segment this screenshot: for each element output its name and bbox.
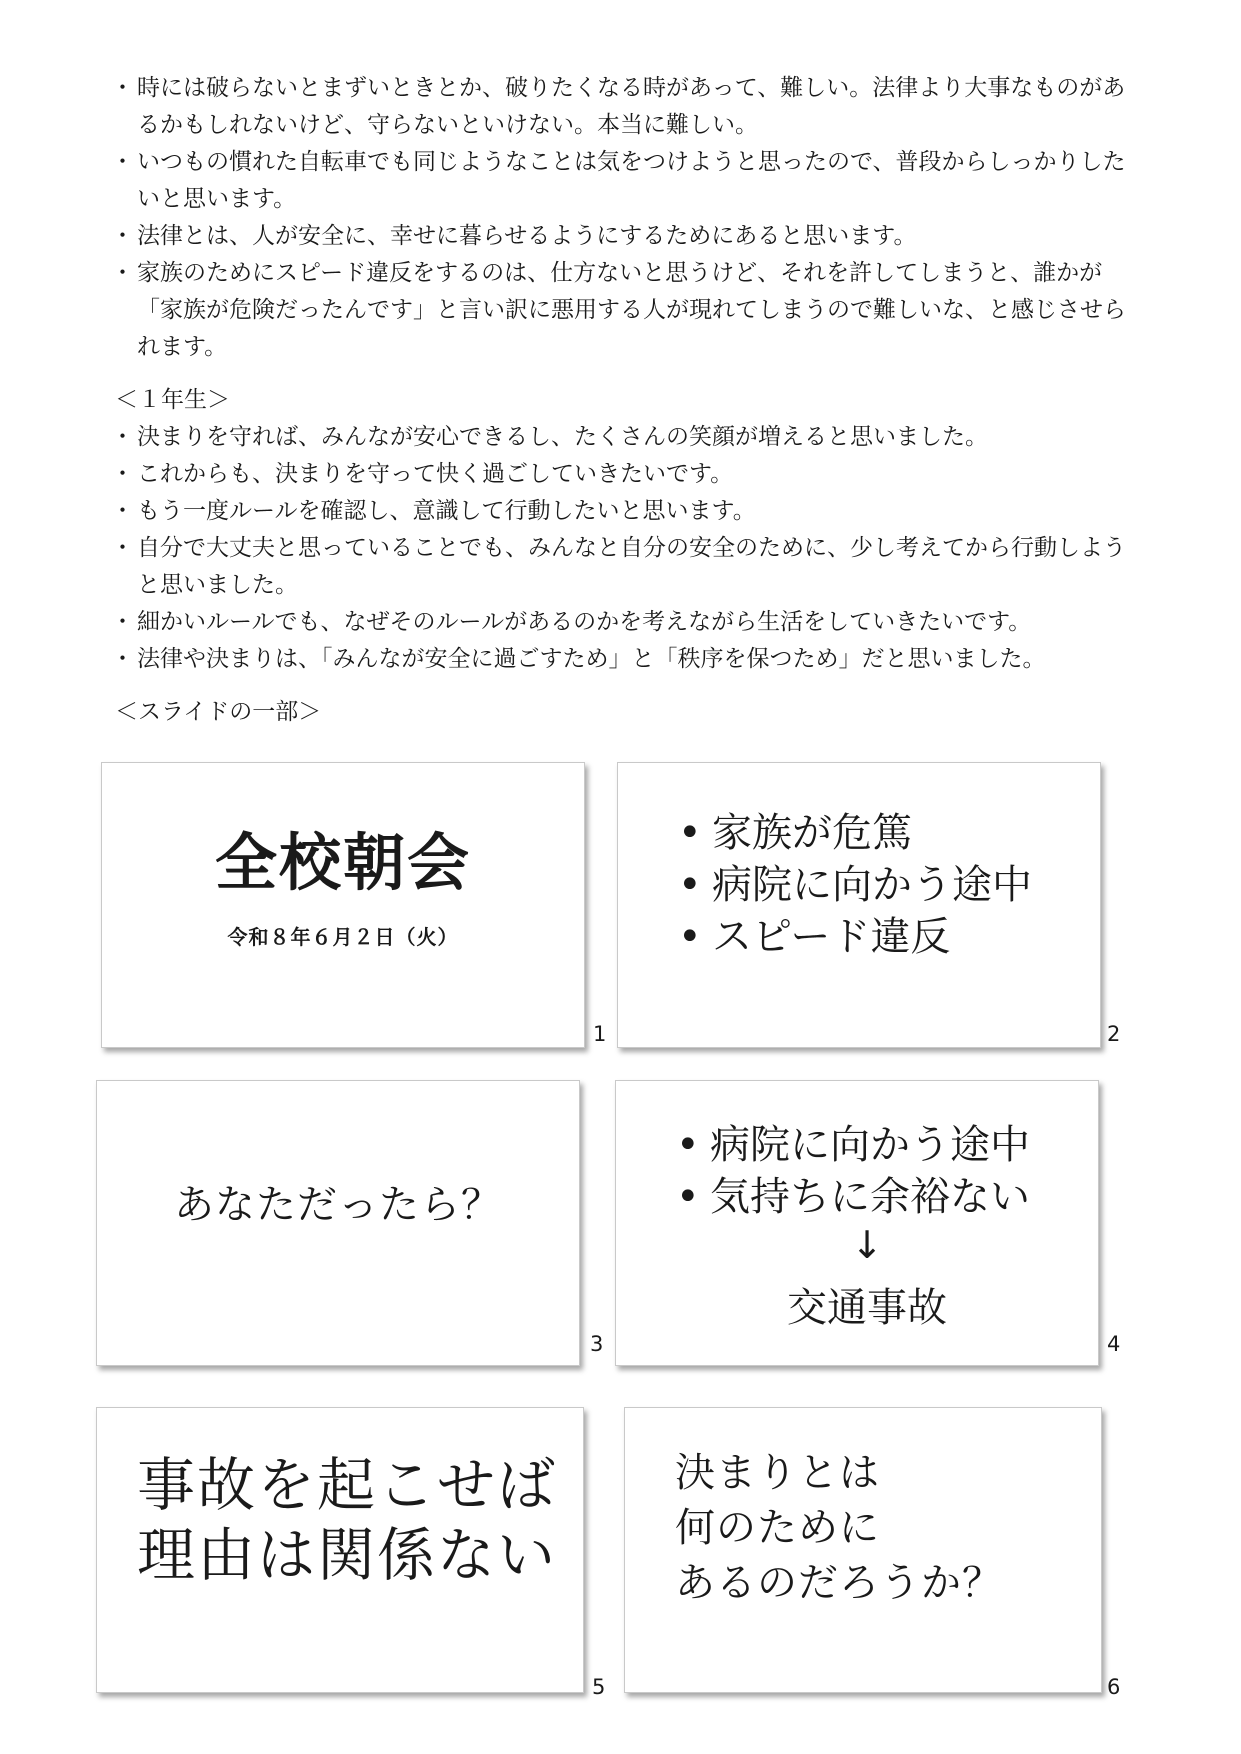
- slide-number: 4: [1107, 1332, 1121, 1356]
- comment-item: ・ いつもの慣れた自転車でも同じようなことは気をつけようと思ったので、普段からしっかりしたいと思います。: [115, 144, 1135, 218]
- slide-3: [96, 1080, 580, 1366]
- text-block: [115, 70, 1135, 731]
- slide-bullet-list: [678, 807, 1032, 963]
- slide-line: あるのだろうか？: [675, 1560, 1003, 1606]
- slide-1: [101, 762, 585, 1048]
- comment-item: ・ もう一度ルールを確認し、意識して行動したいと思います。: [115, 493, 1135, 530]
- slide-statement: [137, 1450, 557, 1590]
- slide-line: 事故を起こせば: [137, 1451, 558, 1519]
- comment-item: ・ 家族のためにスピード違反をするのは、仕方ないと思うけど、それを許してしまうと、誰かが「家族が危険だったんです」と言い訳に悪用する人が現れてしまうので難しいな、と感じさせられます。: [115, 255, 1135, 366]
- slide-bullet: • 病院に向かう途中: [676, 1119, 1030, 1171]
- slide-bullet: • 気持ちに余裕ない: [676, 1171, 1030, 1223]
- down-arrow-icon: ↓: [851, 1223, 883, 1267]
- slide-bullet: • 病院に向かう途中: [678, 859, 1032, 911]
- slide-result: 交通事故: [787, 1285, 947, 1331]
- slide-number: 3: [590, 1332, 604, 1356]
- slide-2: [617, 762, 1101, 1048]
- comment-item: ・ 法律とは、人が安全に、幸せに暮らせるようにするためにあると思います。: [115, 218, 1135, 255]
- slide-date: 令和８年６月２日（火）: [227, 925, 459, 949]
- slide-line: 決まりとは: [675, 1450, 880, 1496]
- slide-line: 何のために: [675, 1505, 880, 1551]
- slide-line: 理由は関係ない: [137, 1521, 558, 1589]
- section-heading-slides: ＜スライドの一部＞: [115, 699, 322, 725]
- slide-number: 2: [1107, 1022, 1121, 1046]
- slide-bullet: • スピード違反: [678, 911, 1032, 963]
- comment-item: ・ 時には破らないとまずいときとか、破りたくなる時があって、難しい。法律より大事なものがあるかもしれないけど、守らないといけない。本当に難しい。: [115, 70, 1135, 144]
- comment-item: ・ これからも、決まりを守って快く過ごしていきたいです。: [115, 456, 1135, 493]
- slide-6: [624, 1407, 1102, 1693]
- comment-item: ・ 細かいルールでも、なぜそのルールがあるのかを考えながら生活をしていきたいです。: [115, 604, 1135, 641]
- slide-4: [615, 1080, 1099, 1366]
- slide-number: 6: [1107, 1675, 1121, 1699]
- slide-bullet-list: [676, 1119, 1030, 1223]
- slide-number: 5: [592, 1675, 606, 1699]
- comment-item: ・ 法律や決まりは、「みんなが安全に過ごすため」と「秩序を保つため」だと思いました。: [115, 641, 1135, 678]
- comment-item: ・ 自分で大丈夫と思っていることでも、みんなと自分の安全のために、少し考えてから行動しようと思いました。: [115, 530, 1135, 604]
- slide-5: [96, 1407, 584, 1693]
- slide-title: 全校朝会: [214, 826, 471, 899]
- section-heading-1nen: ＜１年生＞: [115, 387, 230, 413]
- slide-bullet: • 家族が危篤: [678, 807, 1032, 859]
- slide-question: あなただったら？: [174, 1182, 502, 1228]
- comment-item: ・ 決まりを守れば、みんなが安心できるし、たくさんの笑顔が増えると思いました。: [115, 419, 1135, 456]
- slide-question: [675, 1446, 1003, 1611]
- slide-number: 1: [593, 1022, 607, 1046]
